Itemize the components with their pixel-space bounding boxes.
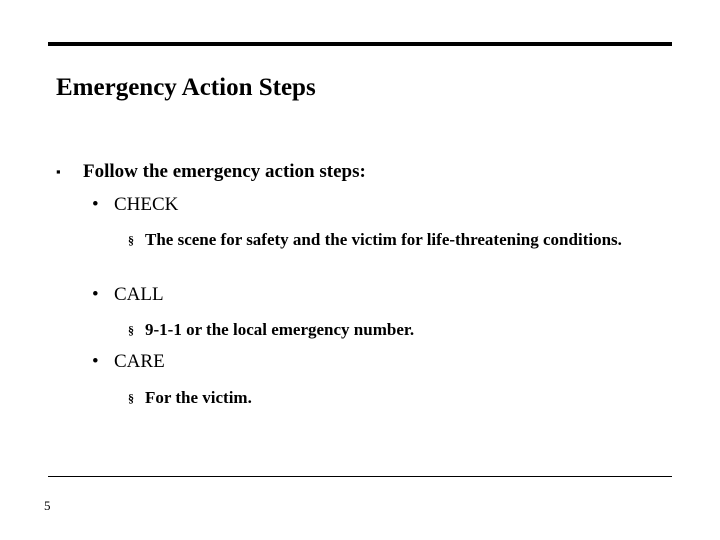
step-care-detail: [128, 386, 628, 410]
step-detail-text: For the victim.: [145, 388, 252, 407]
top-rule: [48, 42, 672, 46]
square-bullet-icon: ▪: [56, 164, 61, 179]
slide-title: Emergency Action Steps: [56, 74, 316, 101]
intro-text: Follow the emergency action steps:: [83, 161, 366, 182]
step-detail-text: 9-1-1 or the local emergency number.: [145, 320, 415, 339]
step-detail-text: The scene for safety and the victim for life-threatening conditions.: [145, 230, 622, 249]
step-label: CARE: [114, 351, 165, 372]
section-bullet-icon: §: [128, 323, 134, 337]
round-bullet-icon: •: [92, 194, 99, 215]
round-bullet-icon: •: [92, 284, 99, 305]
step-label: CHECK: [114, 194, 179, 215]
round-bullet-icon: •: [92, 351, 99, 372]
page-number: 5: [44, 498, 51, 513]
step-call-detail: [128, 318, 628, 342]
step-check-detail: [128, 228, 628, 252]
bottom-rule: [48, 476, 672, 477]
section-bullet-icon: §: [128, 391, 134, 405]
step-label: CALL: [114, 284, 164, 305]
section-bullet-icon: §: [128, 233, 134, 247]
